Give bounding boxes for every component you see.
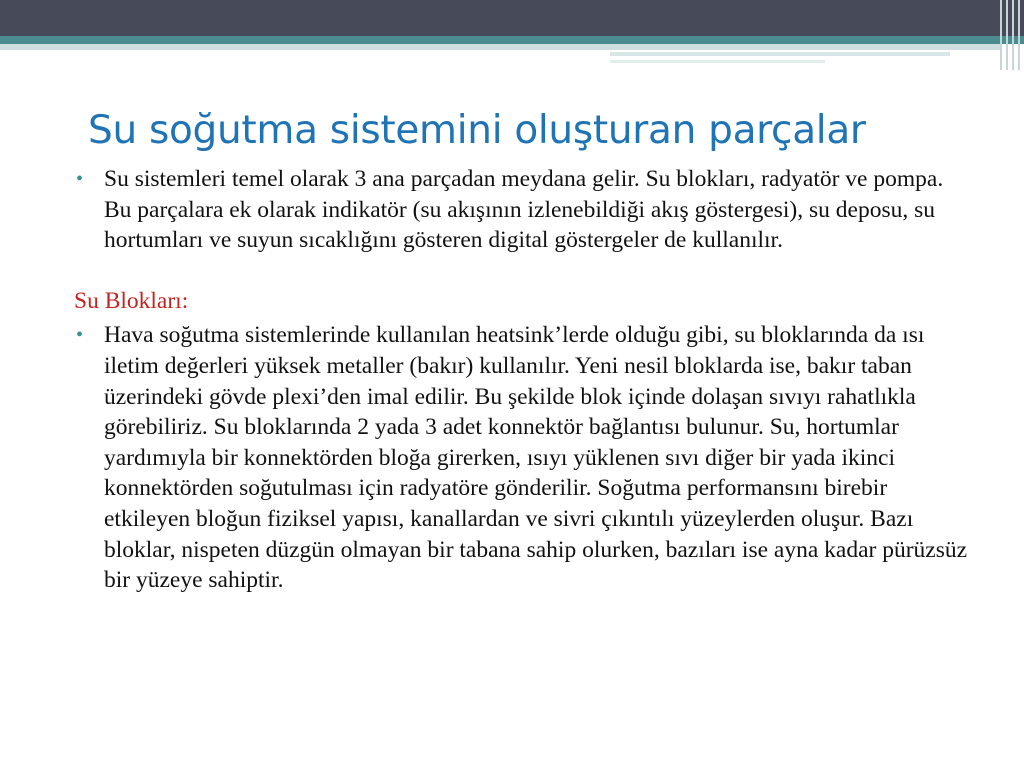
header-stripe-3 xyxy=(610,60,825,63)
header-stripe-1 xyxy=(0,44,1000,50)
bullet-paragraph-2 xyxy=(74,320,974,595)
corner-decoration xyxy=(996,0,1024,70)
slide-title: Su soğutma sistemini oluşturan parçalar xyxy=(88,108,866,153)
bullet-icon: • xyxy=(76,168,84,190)
header-band-dark xyxy=(0,0,1024,36)
header-stripe-2 xyxy=(610,52,950,56)
bullet-paragraph-1 xyxy=(74,164,974,256)
section-heading-su-bloklari: Su Blokları: xyxy=(74,287,189,314)
slide-body xyxy=(74,164,974,596)
paragraph-1-text: Su sistemleri temel olarak 3 ana parçadan meydana gelir. Su blokları, radyatör ve pompa. Bu parçalara ek olarak indikatör (su akışının izlenebildiği akış göstergesi), su deposu, su hortumları ve suyun sıcaklığını gösteren digital göstergeler de kullanılır. xyxy=(104,166,944,254)
paragraph-2-text: Hava soğutma sistemlerinde kullanılan heatsink’lerde olduğu gibi, su bloklarında da ısı iletim değerleri yüksek metaller (bakır) kullanılır. Yeni nesil bloklarda ise, bakır taban üzerindeki gövde plexi’den imal edilir. Bu şekilde blok içinde dolaşan sıvıyı rahatlıkla görebiliriz. Su bloklarında 2 yada 3 adet konnektör bağlantısı bulunur. Su, hortumlar yardımıyla bir konnektörden bloğa girerken, ısıyı yüklenen sıvı diğer bir yada ikinci konnektörden soğutulması için radyatöre gönderilir. Soğutma performansını birebir etkileyen bloğun fiziksel yapısı, kanallardan ve sivri çıkıntılı yüzeylerden oluşur. Bazı bloklar, nispeten düzgün olmayan bir tabana sahip olurken, bazıları ise ayna kadar pürüzsüz bir yüzeye sahiptir. xyxy=(104,322,968,594)
header-band-teal xyxy=(0,36,1024,44)
bullet-icon: • xyxy=(76,324,84,347)
